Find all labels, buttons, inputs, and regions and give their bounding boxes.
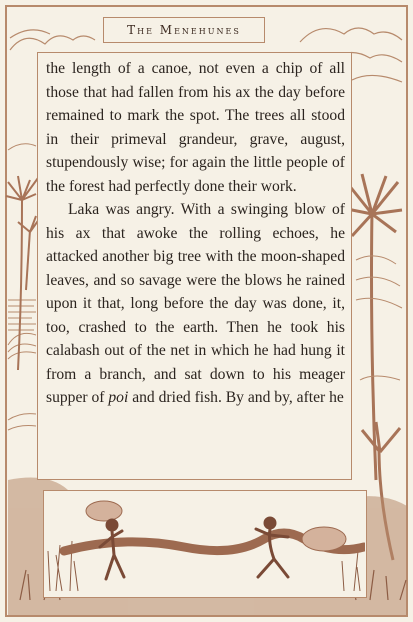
bottom-illustration [43, 490, 367, 598]
paragraph-1: the length of a canoe, not even a chip of all those that had fallen from his ax the day before remained to mark the spot. The trees all stood in their primeval grandeur, grave, august, stupendously wise; for again the little people of the forest had perfectly done their work. [46, 60, 345, 195]
paragraph-2-end: and dried fish. By and by, after he [132, 389, 344, 406]
running-head-text: The Menehunes [127, 23, 241, 37]
italic-word-poi: poi [108, 389, 129, 406]
text-panel [37, 52, 352, 480]
paragraph-2-text: Laka was angry. With a swinging blow of his ax that awoke the rolling echoes, he attacked another big tree with the moon-shaped leaves, and so savage were the blows he rained upon it that, long before the day was done, it, too, crashed to the earth. Then he took his calabash out of the net in which he had hung it from a branch, and sat down to his meager supper of [46, 201, 345, 406]
illustration-laka-felling-tree [44, 491, 365, 596]
paragraph-2 [46, 198, 345, 410]
running-head [103, 17, 265, 43]
